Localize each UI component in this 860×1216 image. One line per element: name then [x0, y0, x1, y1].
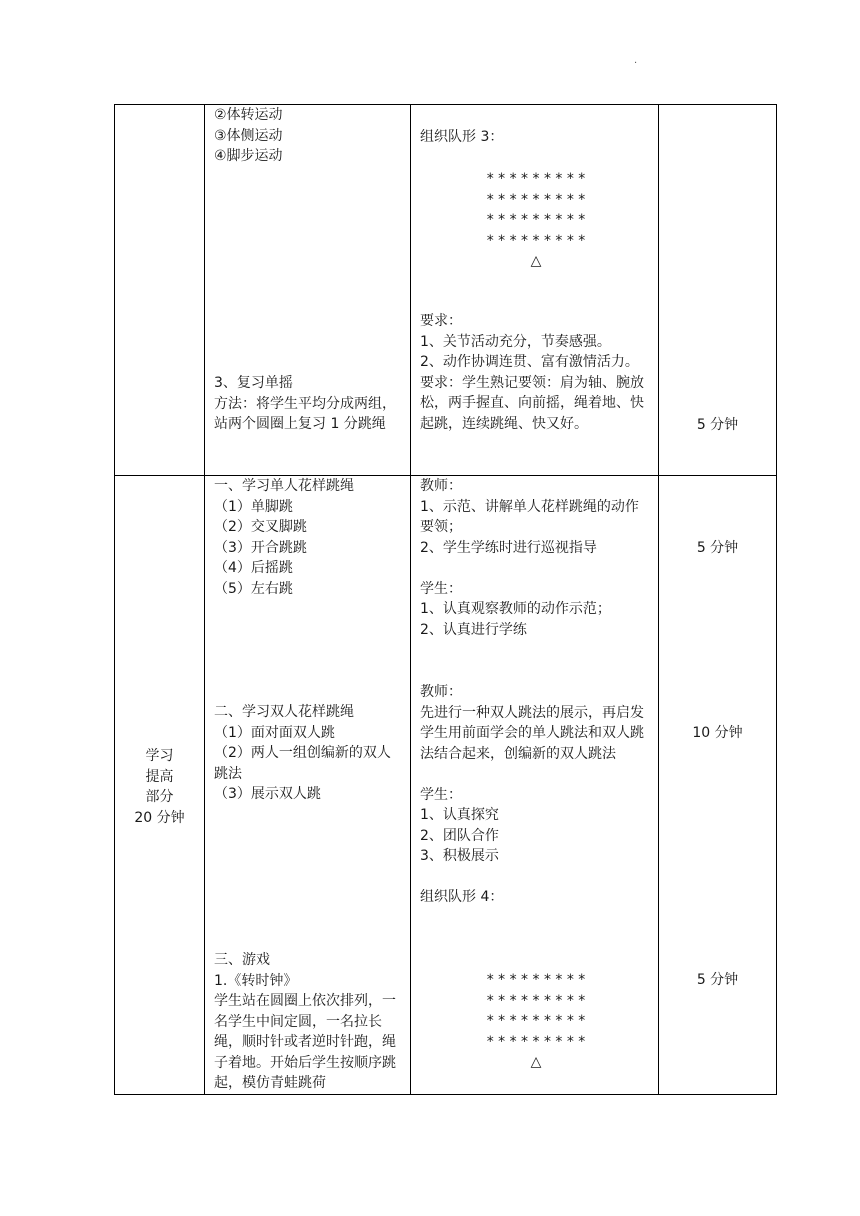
lesson-plan-table [114, 104, 777, 1095]
formation-row: * * * * * * * * * [486, 992, 586, 1009]
list-item: 学生： [420, 580, 462, 597]
spacer [420, 867, 652, 888]
page-mark: · [634, 58, 638, 69]
list-item: 3、积极展示 [420, 848, 499, 864]
duration-label: 5 分钟 [696, 417, 739, 433]
section-cell [115, 105, 205, 476]
list-item: （5）左右跳 [214, 580, 293, 597]
spacer [420, 558, 652, 579]
list-item: 2、认真进行学练 [420, 621, 527, 638]
list-item: （2）交叉脚跳 [214, 519, 307, 535]
list-item: 教师： [420, 684, 462, 700]
duration-label: 5 分钟 [696, 972, 739, 988]
formation-row: * * * * * * * * * [486, 191, 586, 208]
organization-cell [411, 105, 659, 476]
review-block [214, 373, 404, 435]
list-item: 3、复习单摇 [214, 375, 293, 391]
duration-label: 5 分钟 [696, 540, 739, 556]
formation-row: * * * * * * * * * [486, 972, 586, 988]
list-item: （2）两人一组创编新的双人跳法 [214, 745, 391, 782]
list-item: 一、学习单人花样跳绳 [214, 478, 354, 494]
teaching-block-2 [420, 682, 652, 908]
game-description: 学生站在圆圈上依次排列，一名学生中间定圆，一名拉长绳，顺时针或者逆时针跑，绳子着地。开始后学生按顺序跳起，模仿青蛙跳荷 [214, 993, 396, 1091]
spacer [420, 764, 652, 785]
list-item: （4）后摇跳 [214, 560, 293, 576]
list-item: 1、关节活动充分，节奏感强。 [420, 333, 611, 350]
formation-row: * * * * * * * * * [486, 171, 586, 187]
list-item: （1）面对面双人跳 [214, 724, 335, 741]
formation-diagram [420, 970, 652, 1073]
list-item: ③体侧运动 [214, 127, 283, 144]
list-item: 要求：学生熟记要领：肩为轴、腕放松，两手握直、向前摇，绳着地、快起跳，连续跳绳、快又好。 [420, 374, 644, 432]
teacher-triangle: △ [530, 253, 542, 269]
formation-title: 组织队形 3： [420, 129, 504, 145]
list-item: （1）单脚跳 [214, 498, 293, 515]
duration-label: 10 分钟 [692, 725, 743, 741]
list-item: （3）开合跳跳 [214, 539, 307, 556]
list-item: 1、认真观察教师的动作示范； [420, 601, 611, 617]
list-item: 2、团队合作 [420, 827, 499, 844]
list-item: 要求： [420, 313, 462, 329]
list-item: （3）展示双人跳 [214, 786, 321, 802]
duration-cell [659, 105, 777, 476]
formation-title: 组织队形 4： [420, 889, 504, 905]
list-item: ②体转运动 [214, 107, 283, 123]
teacher-triangle: △ [530, 1054, 542, 1070]
list-item: 学生： [420, 786, 462, 803]
section-label: 学习 提高 部分 20 分钟 [134, 748, 185, 826]
content-cell [205, 476, 411, 1095]
list-item: 教师： [420, 478, 462, 494]
warmup-items [214, 105, 404, 167]
table-row [115, 105, 777, 476]
list-item: 二、学习双人花样跳绳 [214, 704, 354, 720]
list-item: 1、认真探究 [420, 807, 499, 823]
organization-cell [411, 476, 659, 1095]
content-cell [205, 105, 411, 476]
list-item: 先进行一种双人跳法的展示，再启发学生用前面学会的单人跳法和双人跳法结合起来，创编新的双人跳法 [420, 704, 644, 762]
list-item: 1.《转时钟》 [214, 972, 298, 989]
formation-row: * * * * * * * * * [486, 232, 586, 249]
single-rope-block [214, 476, 404, 599]
list-item: ④脚步运动 [214, 148, 283, 164]
list-item: 2、学生学练时进行巡视指导 [420, 539, 597, 556]
table-row [115, 476, 777, 1095]
double-rope-block [214, 702, 404, 805]
list-item: 三、游戏 [214, 952, 270, 968]
formation-row: * * * * * * * * * [486, 1033, 586, 1050]
requirements-block [420, 311, 652, 434]
formation-row: * * * * * * * * * [486, 212, 586, 228]
game-block [214, 950, 404, 1094]
formation-diagram [420, 169, 652, 272]
list-item: 1、示范、讲解单人花样跳绳的动作要领； [420, 498, 639, 535]
section-cell [115, 476, 205, 1095]
formation-row: * * * * * * * * * [486, 1013, 586, 1029]
list-item: 2、动作协调连贯、富有激情活力。 [420, 354, 639, 370]
teaching-block-1 [420, 476, 652, 640]
duration-cell [659, 476, 777, 1095]
method-text: 方法：将学生平均分成两组，站两个圆圈上复习 1 分跳绳 [214, 395, 396, 432]
